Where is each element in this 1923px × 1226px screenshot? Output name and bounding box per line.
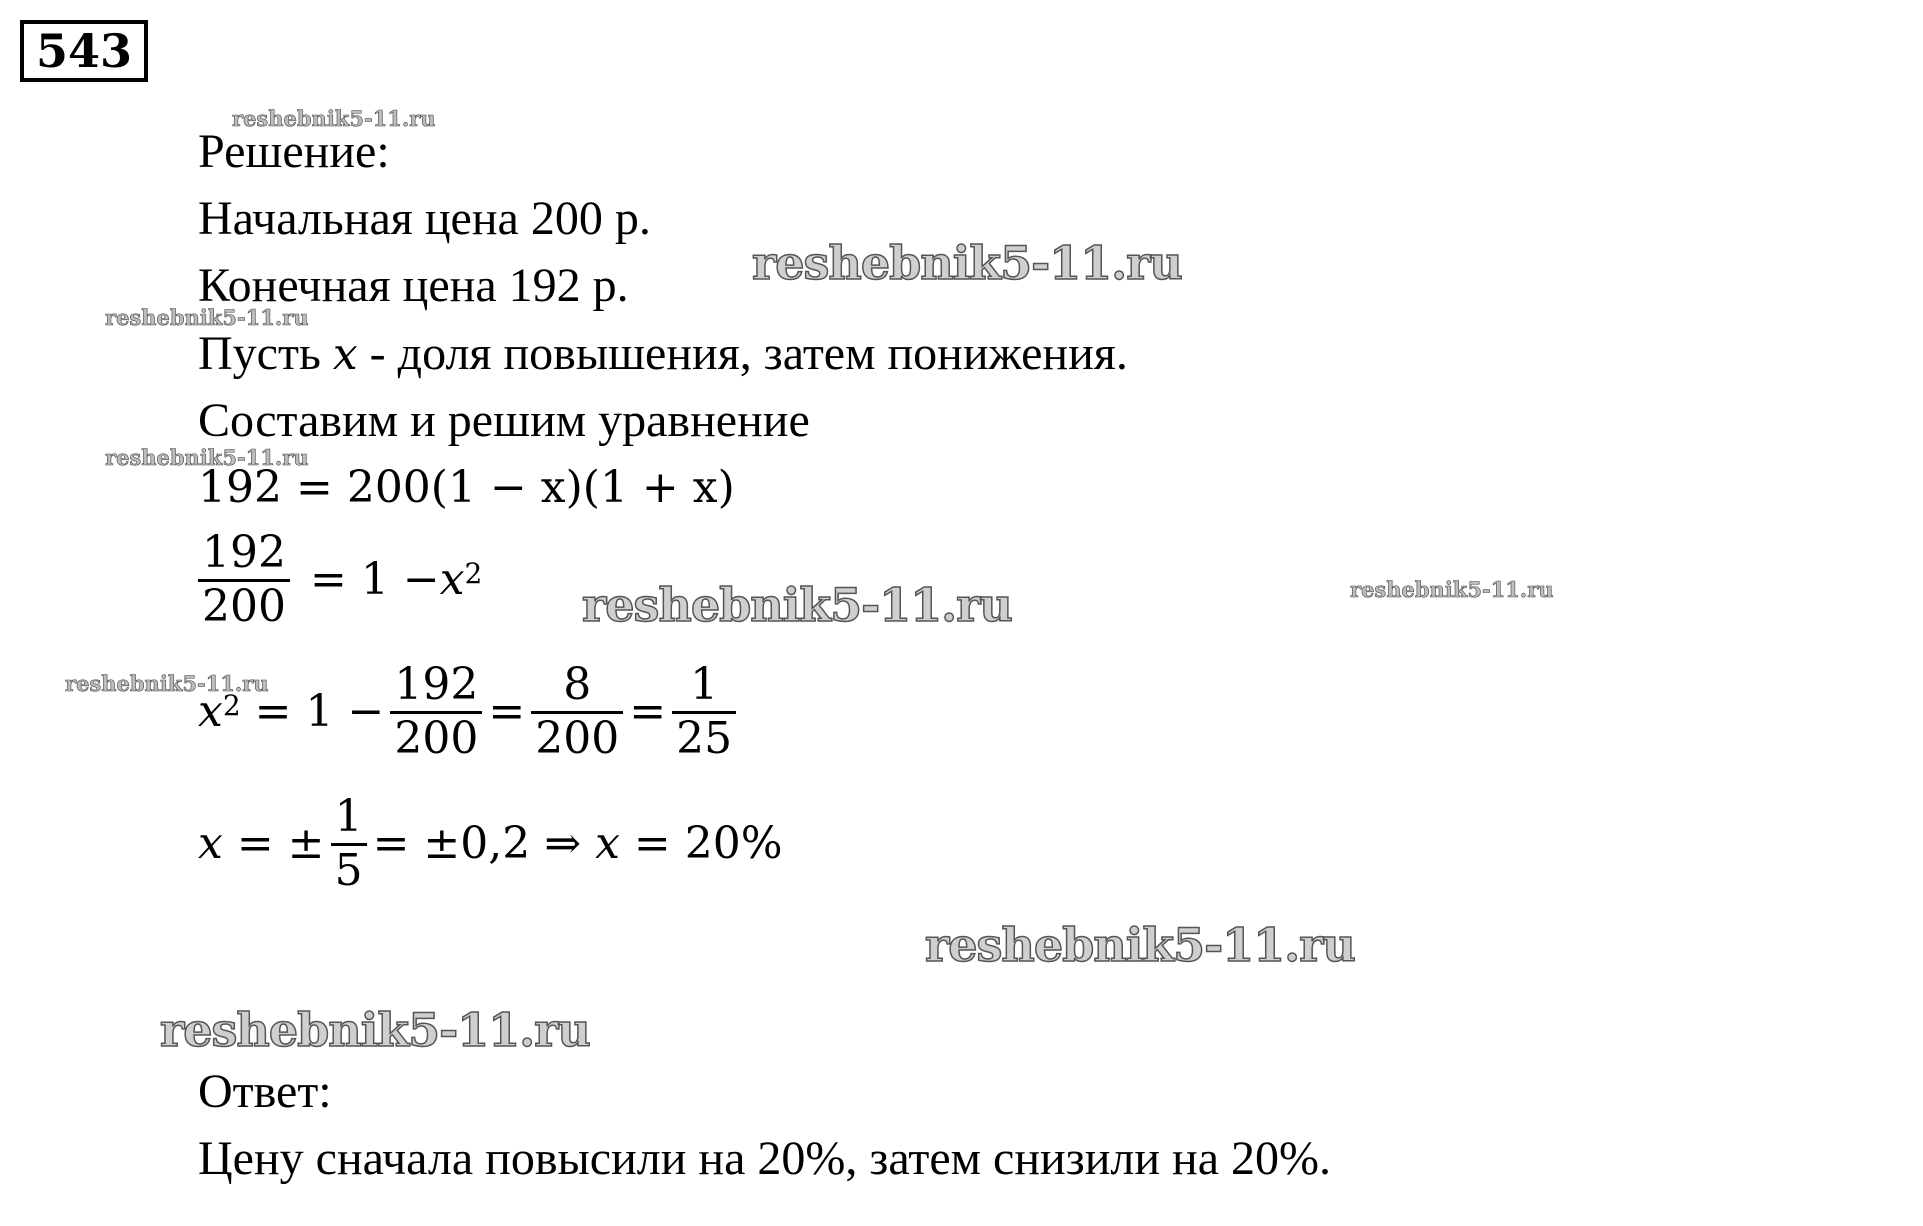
- fraction-denominator: 5: [334, 844, 363, 896]
- problem-number-box: [20, 20, 148, 82]
- fraction-numerator: 192: [394, 659, 479, 710]
- equation-3-part1: = 1 −: [254, 686, 385, 738]
- exponent: 2: [222, 689, 241, 723]
- watermark-large: reshebnik5-11.ru: [752, 236, 1182, 290]
- let-variable-line: [198, 327, 1128, 380]
- watermark-large: reshebnik5-11.ru: [582, 578, 1012, 632]
- equation-1: 192 = 200(1 − x)(1 + x): [198, 462, 735, 513]
- final-price-line: Конечная цена 192 р.: [198, 259, 629, 312]
- variable-x: x: [198, 818, 223, 870]
- fraction-denominator: 200: [202, 580, 286, 632]
- fraction-192-200: [198, 528, 290, 632]
- equation-4-part2: = ±0,2 ⇒: [372, 818, 596, 870]
- variable-x: x: [198, 686, 223, 738]
- equals-sign: =: [629, 686, 667, 738]
- problem-number: 543: [35, 24, 133, 78]
- equation-2: [198, 528, 482, 632]
- fraction-192-200: [390, 660, 482, 764]
- watermark-large: reshebnik5-11.ru: [925, 918, 1355, 972]
- fraction-1-5: [331, 792, 367, 896]
- equation-4-part1: = ±: [236, 818, 325, 870]
- let-prefix: Пусть: [198, 327, 333, 380]
- watermark-small: reshebnik5-11.ru: [1350, 577, 1554, 602]
- fraction-denominator: 25: [676, 712, 733, 764]
- variable-x: x: [332, 329, 358, 380]
- watermark-small: reshebnik5-11.ru: [105, 305, 309, 330]
- equation-2-rhs: = 1 −: [309, 554, 440, 606]
- fraction-8-200: [531, 660, 623, 764]
- variable-x: x: [439, 554, 465, 606]
- solution-label: Решение:: [198, 125, 390, 178]
- equation-4: [198, 792, 783, 896]
- watermark-small: reshebnik5-11.ru: [105, 445, 309, 470]
- equation-3: [198, 660, 742, 764]
- exponent: 2: [464, 557, 483, 591]
- fraction-denominator: 200: [535, 712, 620, 764]
- watermark-small: reshebnik5-11.ru: [65, 671, 269, 696]
- fraction-numerator: 1: [334, 791, 363, 842]
- answer-text: Цену сначала повысили на 20%, затем снизили на 20%.: [198, 1132, 1331, 1185]
- equals-sign: =: [488, 686, 526, 738]
- variable-x: x: [595, 818, 620, 870]
- fraction-1-25: [672, 660, 736, 764]
- equation-intro-line: Составим и решим уравнение: [198, 394, 810, 447]
- answer-label: Ответ:: [198, 1065, 332, 1118]
- let-suffix: - доля повышения, затем понижения.: [357, 327, 1128, 380]
- watermark-small: reshebnik5-11.ru: [232, 106, 436, 131]
- fraction-numerator: 8: [563, 659, 592, 710]
- equation-4-part3: = 20%: [619, 818, 783, 870]
- fraction-denominator: 200: [394, 712, 479, 764]
- watermark-large: reshebnik5-11.ru: [160, 1003, 590, 1057]
- fraction-numerator: 1: [690, 659, 719, 710]
- initial-price-line: Начальная цена 200 р.: [198, 192, 651, 245]
- fraction-numerator: 192: [202, 527, 286, 578]
